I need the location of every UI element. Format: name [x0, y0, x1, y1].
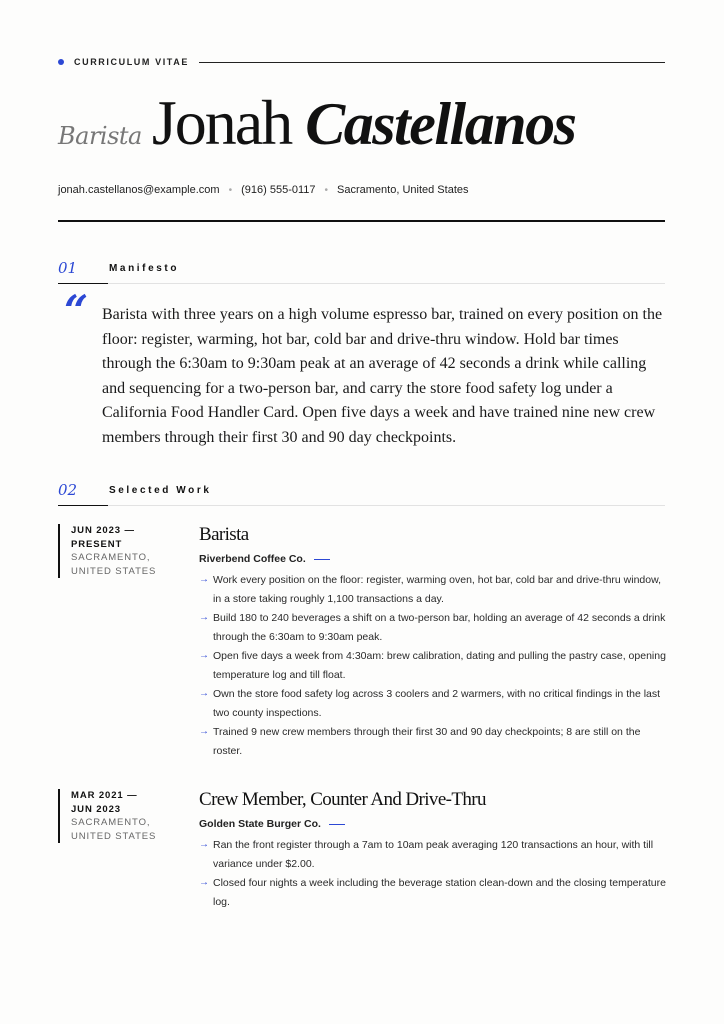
company-label: Riverbend Coffee Co. — [199, 553, 306, 565]
job-details — [199, 789, 669, 912]
location-text: Sacramento, United States — [337, 184, 469, 196]
job-location: UNITED STATES — [71, 830, 157, 842]
dot-icon — [58, 59, 64, 65]
section-number-underline — [58, 283, 108, 284]
job-bullets — [199, 571, 669, 760]
arrow-right-icon: → — [199, 726, 209, 737]
job-meta — [58, 789, 199, 843]
job-bullets — [199, 836, 669, 911]
eyebrow-divider — [199, 62, 665, 63]
section-divider — [108, 505, 665, 506]
arrow-right-icon: → — [199, 612, 209, 623]
bullet-text: Work every position on the floor: register, warming oven, hot bar, cold bar and drive-thru window, in a store taking roughly 1,100 transactions a day. — [213, 574, 662, 605]
bullet-text: Build 180 to 240 beverages a shift on a two-person bar, holding an average of 42 seconds a drink through the 6:30am to 9:30am peak. — [213, 612, 666, 643]
arrow-right-icon: → — [199, 574, 209, 585]
bullet-item — [199, 571, 669, 608]
first-name: Jonah — [151, 87, 292, 158]
bullet-text: Trained 9 new crew members through their first 30 and 90 day checkpoints; 8 are still on the roster. — [213, 726, 641, 757]
job-details — [199, 524, 669, 761]
section-title: Selected Work — [109, 485, 212, 496]
section-number: 01 — [58, 259, 78, 277]
job-dates-end: JUN 2023 — [71, 803, 121, 815]
manifesto-text: Barista with three years on a high volume espresso bar, trained on every position on the floor: register, warming, hot bar, cold bar and drive-thru window. Hold bar times through the 6:30am to 9:30am peak at an average of 42 seconds a drink while calling and sequencing for a two-person bar, and carry the store food safety log under a California Food Handler Card. Open five days a week and have trained nine new crew members through their first 30 and 90 day checkpoints. — [102, 306, 663, 446]
job-dates-start: MAR 2021 — — [71, 790, 138, 801]
arrow-right-icon: → — [199, 688, 209, 699]
arrow-right-icon: → — [199, 877, 209, 888]
job-location: SACRAMENTO, — [71, 817, 151, 828]
company-dash — [329, 824, 345, 825]
role-title: Barista — [58, 122, 142, 150]
email-link[interactable]: jonah.castellanos@example.com — [58, 184, 220, 196]
job-meta — [58, 524, 199, 578]
bullet-item — [199, 609, 669, 646]
bullet-item — [199, 647, 669, 684]
section-header-manifesto — [58, 259, 665, 285]
job-dates-start: JUN 2023 — — [71, 525, 135, 536]
section-number-underline — [58, 505, 108, 506]
name-heading — [58, 86, 678, 166]
eyebrow-label: CURRICULUM VITAE — [74, 57, 189, 67]
job-title: Barista — [199, 524, 249, 545]
arrow-right-icon: → — [199, 839, 209, 850]
job-dates-end: PRESENT — [71, 538, 123, 550]
arrow-right-icon: → — [199, 650, 209, 661]
separator: • — [324, 184, 329, 196]
job-title: Crew Member, Counter And Drive-Thru — [199, 789, 486, 810]
eyebrow-row — [58, 56, 665, 68]
job-location: UNITED STATES — [71, 565, 157, 577]
bullet-text: Own the store food safety log across 3 coolers and 2 warmers, with no critical findings in the last two county inspections. — [213, 688, 661, 719]
quote-icon: “ — [64, 286, 89, 335]
bullet-item — [199, 685, 669, 722]
bullet-item — [199, 874, 669, 911]
bullet-text: Closed four nights a week including the beverage station clean-down and the closing temperature log. — [213, 877, 666, 908]
section-number: 02 — [58, 481, 78, 499]
last-name: Castellanos — [305, 91, 576, 157]
contact-line — [58, 184, 469, 196]
bullet-item — [199, 836, 669, 873]
separator: • — [228, 184, 233, 196]
section-header-work — [58, 481, 665, 507]
bullet-item — [199, 723, 669, 760]
bullet-text: Ran the front register through a 7am to 10am peak averaging 120 transactions an hour, with till variance under $2.00. — [213, 839, 654, 870]
job-location: SACRAMENTO, — [71, 552, 151, 563]
section-title: Manifesto — [109, 263, 180, 274]
company-label: Golden State Burger Co. — [199, 818, 321, 830]
company-name — [199, 553, 669, 565]
header-divider — [58, 220, 665, 222]
phone-link[interactable]: (916) 555-0117 — [241, 184, 316, 196]
bullet-text: Open five days a week from 4:30am: brew calibration, dating and pulling the pastry case, opening temperature log and till float. — [213, 650, 666, 681]
section-divider — [108, 283, 665, 284]
company-name — [199, 818, 669, 830]
company-dash — [314, 559, 330, 560]
